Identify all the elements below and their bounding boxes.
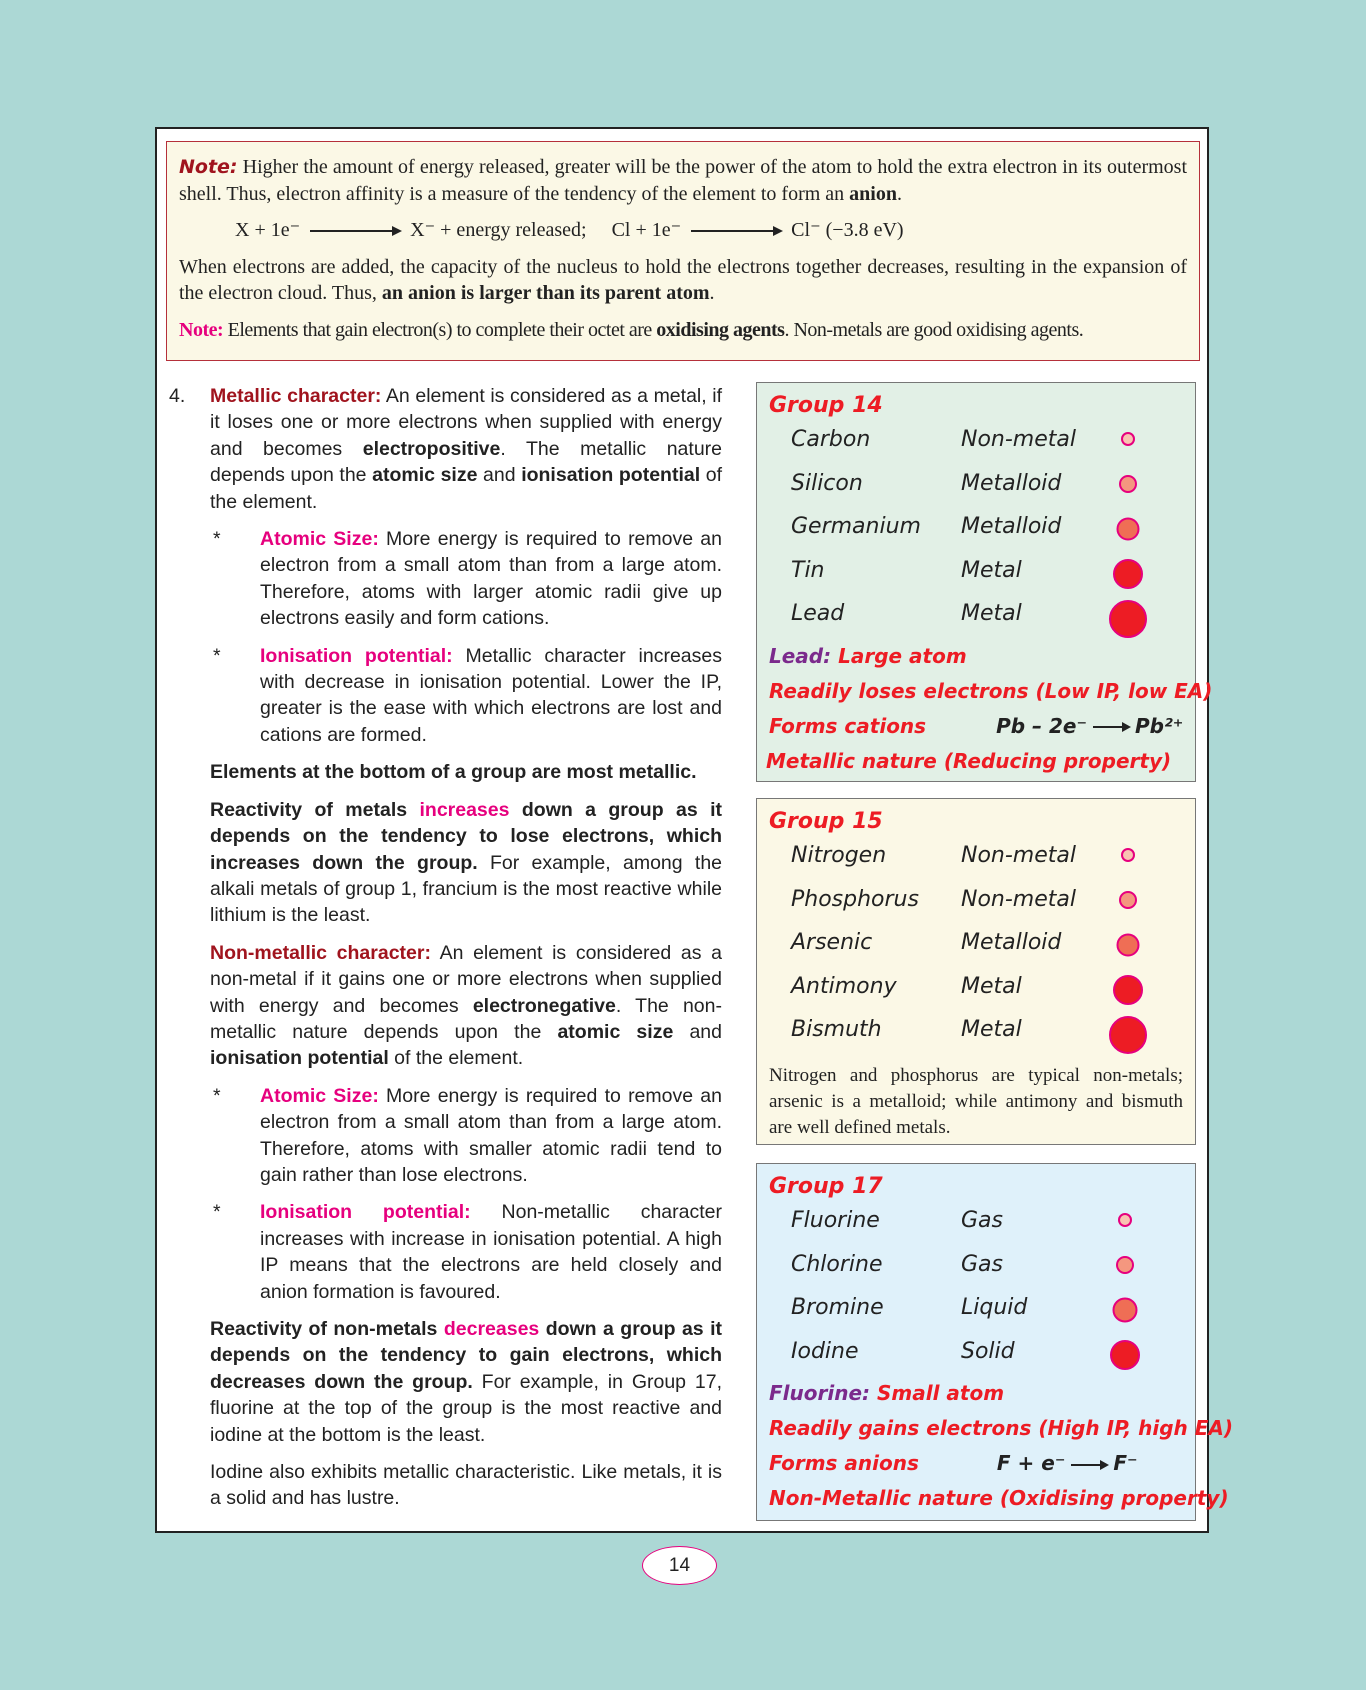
text-segment: An element is considered as a metal, if it loses one or more electrons when supplied with energy and becomes (210, 385, 723, 460)
list-marker: * (213, 1201, 221, 1224)
element-type: Non-metal (961, 886, 1076, 912)
list-marker: * (213, 528, 221, 551)
eq2-left: Cl + 1e⁻ (611, 219, 682, 241)
element-type: Metalloid (961, 930, 1062, 955)
fact-text: Non-Metallic nature (Oxidising property) (769, 1486, 1229, 1510)
element-row (757, 1250, 1195, 1294)
element-type: Gas (961, 1251, 1003, 1277)
element-type: Solid (961, 1338, 1015, 1364)
eq1-left: X + 1e⁻ (235, 219, 301, 241)
text-segment: atomic size (372, 464, 478, 487)
fact-text: Readily gains electrons (High IP, high EA) (769, 1416, 1234, 1440)
paragraph (169, 797, 722, 929)
element-name: Tin (791, 557, 825, 583)
note-text: Higher the amount of energy released, greater will be the power of the atom to hold the extra electron in its outermost shell. Thus, electron affinity is a measure of the tendency of the element to form an (179, 156, 1187, 205)
note-text-3: Elements that gain electron(s) to complete their octet are (223, 318, 657, 341)
element-row (757, 599, 1195, 643)
element-name: Antimony (791, 973, 897, 999)
arrow-icon (1093, 726, 1129, 728)
element-type: Gas (961, 1208, 1003, 1233)
text-segment: electropositive (362, 437, 501, 460)
element-type: Non-metal (961, 427, 1076, 452)
group-title: Group 14 (769, 393, 883, 418)
atom-size-icon (1117, 934, 1140, 957)
list-marker: * (213, 644, 221, 667)
list-marker: * (213, 1084, 221, 1107)
atom-size-icon (1109, 1016, 1147, 1054)
left-column-text (169, 383, 722, 1523)
element-name: Germanium (791, 514, 921, 539)
eq2-right: Cl⁻ (−3.8 eV) (791, 219, 904, 241)
paragraph (169, 940, 722, 1072)
element-name: Silicon (791, 470, 863, 496)
note-bold-2: an anion is larger than its parent atom (381, 282, 710, 304)
bullet-paragraph (169, 1199, 722, 1305)
paragraph (169, 759, 722, 785)
fact-label: Fluorine: (769, 1381, 871, 1405)
fact-text: Metallic nature (Reducing property) (766, 748, 1172, 773)
element-name: Bromine (791, 1295, 884, 1320)
atom-size-icon (1109, 600, 1147, 638)
text-segment: Reactivity of non-metals (210, 1318, 444, 1340)
text-segment: and (673, 1020, 722, 1043)
atom-size-icon (1119, 475, 1137, 493)
anion-equation (997, 1451, 1138, 1475)
bullet-paragraph (169, 1083, 722, 1189)
group-17-box (756, 1163, 1234, 1521)
text-segment: Ionisation potential: (260, 644, 453, 667)
element-name: Phosphorus (791, 886, 919, 912)
atom-size-icon (1113, 559, 1143, 589)
atom-size-icon (1119, 891, 1137, 909)
fact-label: Lead: (769, 643, 832, 668)
text-segment: and (477, 464, 522, 487)
bullet-paragraph (169, 526, 722, 632)
element-row (757, 1293, 1195, 1337)
fact-text: Small atom (870, 1381, 1005, 1405)
note-text-3-end: . Non-metals are good oxidising agents. (784, 318, 1084, 341)
element-row (757, 1015, 1195, 1059)
element-row (757, 928, 1195, 972)
fact-text: Forms cations (769, 713, 927, 738)
note-label: Note: (179, 156, 238, 178)
text-segment: More energy is required to remove an electron from a small atom than from a large atom. Therefore, atoms with smaller atomic radii tend to gain rather than lose electrons. (260, 1084, 722, 1186)
text-segment: atomic size (557, 1020, 674, 1043)
atom-size-icon (1116, 1256, 1134, 1274)
group-15-note: Nitrogen and phosphorus are typical non-metals; arsenic is a metalloid; while antimony and bismuth are well defined metals. (769, 1064, 1183, 1138)
atom-size-icon (1113, 1298, 1138, 1323)
text-segment: ionisation potential (521, 464, 701, 487)
fact-text: Forms anions (769, 1451, 919, 1475)
paragraph (169, 383, 722, 515)
text-segment: electronegative (472, 994, 616, 1017)
element-row (757, 1337, 1195, 1381)
element-row (757, 469, 1195, 513)
eq-right: F⁻ (1113, 1451, 1138, 1475)
atom-size-icon (1121, 848, 1135, 862)
element-row (757, 1206, 1195, 1250)
text-segment: increases (419, 798, 510, 821)
text-segment: . The metallic nature depends upon the (210, 437, 722, 487)
element-name: Iodine (791, 1338, 859, 1364)
text-segment: Metallic character: (210, 385, 382, 407)
cation-equation (996, 714, 1183, 738)
eq-left: F + e⁻ (996, 1451, 1066, 1475)
paragraph (169, 1459, 722, 1512)
equation-line (179, 217, 1187, 244)
element-row (757, 556, 1195, 600)
eq1-right: X⁻ + energy released; (410, 219, 587, 241)
bullet-paragraph (169, 643, 722, 749)
group-title: Group 17 (769, 1174, 883, 1199)
element-type: Metal (961, 601, 1022, 626)
element-type: Non-metal (961, 843, 1076, 868)
text-segment: down a group as it depends on the tendency to gain electrons, which decreases down the group. (210, 1318, 722, 1393)
arrow-icon (310, 230, 400, 232)
text-segment: ionisation potential (210, 1047, 389, 1070)
element-type: Metal (961, 1017, 1022, 1042)
element-name: Lead (791, 601, 845, 626)
paragraph (169, 1316, 722, 1448)
element-type: Liquid (961, 1295, 1028, 1320)
text-segment: Atomic Size: (260, 1084, 379, 1107)
element-row (757, 885, 1195, 929)
eq-left: Pb – 2e⁻ (996, 713, 1088, 738)
text-segment: For example, among the alkali metals of group 1, francium is the most reactive while lithium is the least. (210, 851, 723, 927)
text-segment: down a group as it depends on the tendency to lose electrons, which increases down the group. (210, 798, 722, 874)
text-segment: of the element. (210, 464, 722, 513)
text-segment: For example, in Group 17, fluorine at the top of the group is the most reactive and iodine at the bottom is the least. (210, 1370, 722, 1446)
text-segment: Atomic Size: (260, 528, 379, 551)
text-segment: Reactivity of metals (210, 798, 420, 821)
text-segment: Ionisation potential: (260, 1201, 471, 1224)
note-bold-3: oxidising agents (656, 318, 785, 341)
text-segment: Elements at the bottom of a group are most metallic. (210, 761, 697, 784)
atom-size-icon (1117, 518, 1140, 541)
text-segment: decreases (443, 1318, 540, 1340)
element-row (757, 512, 1195, 556)
text-segment: Non-metallic character increases with increase in ionisation potential. A high IP means that the electrons are held closely and anion formation is favoured. (260, 1201, 722, 1303)
fact-text: Large atom (831, 643, 967, 668)
text-segment: of the element. (388, 1047, 524, 1070)
text-segment: . The non-metallic nature depends upon the (210, 994, 722, 1043)
text-segment: Non-metallic character: (210, 941, 431, 964)
atom-size-icon (1110, 1340, 1140, 1370)
element-name: Fluorine (791, 1208, 880, 1233)
element-row (757, 972, 1195, 1016)
element-type: Metal (961, 557, 1022, 583)
group-title: Group 15 (769, 809, 883, 834)
eq-right: Pb²⁺ (1135, 713, 1184, 738)
text-segment: Iodine also exhibits metallic characteristic. Like metals, it is a solid and has lustre. (210, 1461, 722, 1510)
group-15-box (756, 798, 1196, 1145)
arrow-icon (1071, 1464, 1107, 1466)
text-segment: Metallic character increases with decrease in ionisation potential. Lower the IP, greater is the ease with which electrons are lost and cations are formed. (260, 644, 722, 746)
note-box: Note: Higher the amount of energy released, greater will be the power of the atom to hold the extra electron in its outermost shell. Thus, electron affinity is a measure of the tendency of the element to form an anion. X + 1e⁻ X⁻ + energy released; Cl + 1e⁻ Cl⁻ (−3.8 eV) When electrons are added, the capacity of the nucleus to hold the electrons together decreases, resulting in the expansion of the electron cloud. Thus, an anion is larger than its parent atom. Note: Elements that gain electron(s) to complete their octet are oxidising agents. Non-metals are good oxidising agents. (166, 141, 1200, 361)
atom-size-icon (1121, 432, 1135, 446)
element-name: Bismuth (791, 1017, 882, 1042)
text-segment: An element is considered as a non-metal if it gains one or more electrons when supplied with energy and becomes (210, 941, 722, 1017)
text-segment: More energy is required to remove an electron from a small atom than from a large atom. Therefore, atoms with larger atomic radii give up electrons easily and form cations. (260, 528, 722, 630)
element-name: Chlorine (791, 1251, 883, 1277)
note-label-2: Note: (179, 318, 224, 341)
page-number: 14 (642, 1546, 717, 1585)
element-type: Metalloid (961, 514, 1062, 539)
group-14-box (756, 382, 1213, 782)
element-name: Nitrogen (791, 843, 887, 868)
list-marker: 4. (169, 385, 186, 407)
element-type: Metal (961, 973, 1022, 999)
arrow-icon (691, 230, 781, 232)
element-row (757, 841, 1195, 885)
atom-size-icon (1118, 1213, 1132, 1227)
atom-size-icon (1113, 975, 1143, 1005)
note-text-2: When electrons are added, the capacity of the nucleus to hold the electrons together decreases, resulting in the expansion of the electron cloud. Thus, (179, 255, 1187, 304)
note-bold: anion (849, 182, 897, 205)
fact-text: Readily loses electrons (Low IP, low EA) (769, 678, 1213, 703)
element-row (757, 425, 1195, 469)
element-name: Arsenic (791, 930, 873, 955)
element-type: Metalloid (961, 470, 1062, 496)
element-name: Carbon (791, 427, 871, 452)
